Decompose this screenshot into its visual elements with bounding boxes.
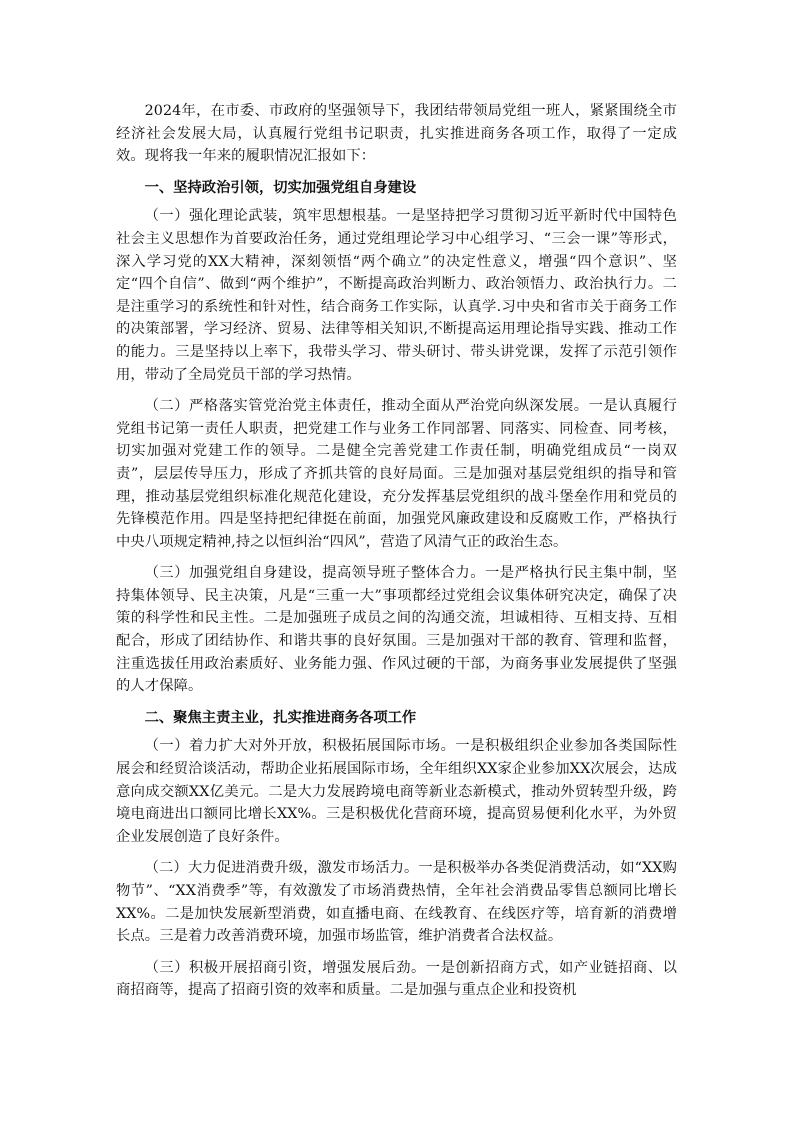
section-2: [116, 707, 677, 1002]
section-paragraph: （三）积极开展招商引资，增强发展后劲。一是创新招商方式，如产业链招商、以商招商等，提高了招商引资的效率和质量。二是加强与重点企业和投资机: [116, 959, 677, 999]
section-paragraph: （二）严格落实管党治党主体责任，推动全面从严治党向纵深发展。一是认真履行党组书记第一责任人职责，把党建工作与业务工作同部署、同落实、同检查、同考核，切实加强对党建工作的领导。二是健全完善党建工作责任制，明确党组成员“一岗双责”，层层传导压力，形成了齐抓共管的良好局面。三是加强对基层党组织的指导和管理，推动基层党组织标准化规范化建设，充分发挥基层党组织的战斗堡垒作用和党员的先锋模范作用。四是坚持把纪律挺在前面，加强党风廉政建设和反腐败工作，严格执行中央八项规定精神,持之以恒纠治“四风”，营造了风清气正的政治生态。: [116, 398, 677, 550]
section-paragraph: （一）强化理论武装，筑牢思想根基。一是坚持把学习贯彻习近平新时代中国特色社会主义思想作为首要政治任务，通过党组理论学习中心组学习、“三会一课”等形式，深入学习党的XX大精神，深刻领悟“两个确立”的决定性意义，增强“四个意识”、坚定“四个自信”、做到“两个维护”，不断提高政治判断力、政治领悟力、政治执行力。二是注重学习的系统性和针对性，结合商务工作实际，认真学.习中央和省市关于商务工作的决策部署，学习经济、贸易、法律等相关知识,不断提高运用理论指导实践、推动工作的能力。三是坚持以上率下，我带头学习、带头研讨、带头讲党课，发挥了示范引领作用，带动了全局党员干部的学习热情。: [116, 208, 677, 383]
section-heading: 一、坚持政治引领，切实加强党组自身建设: [144, 179, 417, 196]
section-paragraph: （三）加强党组自身建设，提高领导班子整体合力。一是严格执行民主集中制，坚持集体领导、民主决策，凡是“三重一大”事项都经过党组会议集体研究决定，确保了决策的科学性和民主性。二是加强班子成员之间的沟通交流，坦诚相待、互相支持、互相配合，形成了团结协作、和谐共事的良好氛围。三是加强对干部的教育、管理和监督，注重选拔任用政治素质好、业务能力强、作风过硬的干部，为商务事业发展提供了坚强的人才保障。: [116, 565, 677, 695]
section-1: [116, 177, 677, 698]
intro-paragraph: 2024年，在市委、市政府的坚强领导下，我团结带领局党组一班人，紧紧围绕全市经济社会发展大局，认真履行党组书记职责，扎实推进商务各项工作，取得了一定成效。现将我一年来的履职情况汇报如下：: [116, 103, 677, 165]
section-paragraph: （二）大力促进消费升级，激发市场活力。一是积极举办各类促消费活动，如“XX购物节”、“XX消费季”等，有效激发了市场消费热情，全年社会消费品零售总额同比增长XX%。二是加快发展新型消费，如直播电商、在线教育、在线医疗等，培育新的消费增长点。三是着力改善消费环境，加强市场监管，维护消费者合法权益。: [116, 860, 677, 945]
section-heading: 二、聚焦主责主业，扎实推进商务各项工作: [144, 709, 417, 726]
section-paragraph: （一）着力扩大对外开放，积极拓展国际市场。一是积极组织企业参加各类国际性展会和经贸洽谈活动，帮助企业拓展国际市场，全年组织XX家企业参加XX次展会，达成意向成交额XX亿美元。二是大力发展跨境电商等新业态新模式，推动外贸转型升级，跨境电商进出口额同比增长XX%。三是积极优化营商环境，提高贸易便利化水平，为外贸企业发展创造了良好条件。: [116, 738, 677, 845]
